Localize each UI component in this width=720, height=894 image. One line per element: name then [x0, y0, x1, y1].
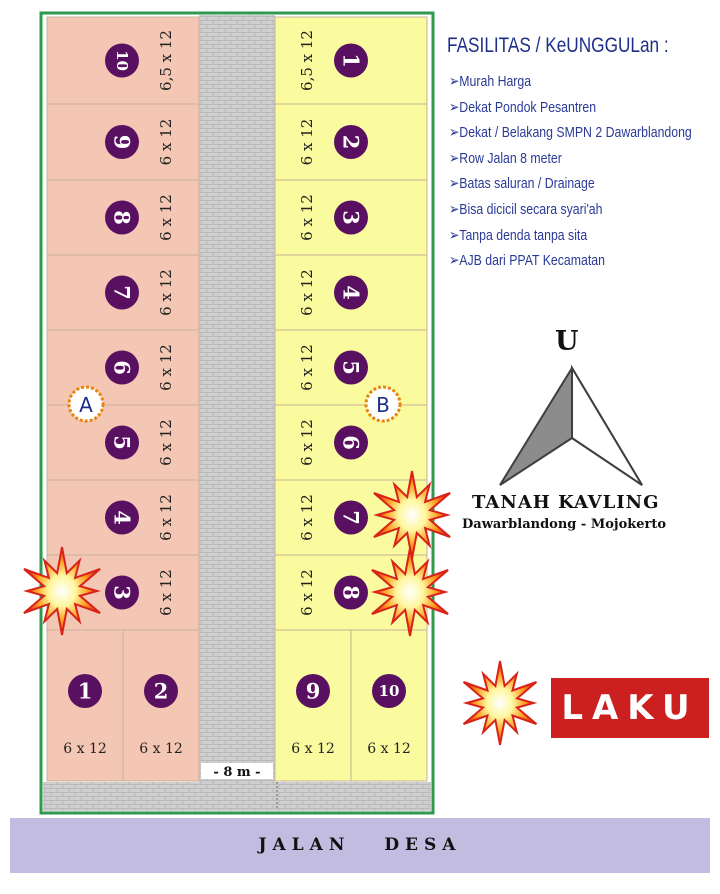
road-8m	[199, 15, 275, 811]
lot-marker-a-9	[105, 125, 139, 159]
lot-number: 7	[109, 285, 135, 300]
lot-size: 6 x 12	[157, 419, 175, 466]
lot-marker-a-8	[105, 201, 139, 235]
lot-marker-a-5	[105, 426, 139, 460]
facility-item: ➢Tanpa denda tanpa sita	[449, 226, 588, 244]
lot-size: 6 x 12	[298, 118, 316, 166]
lot-marker-a-6	[105, 351, 139, 385]
lot-marker-b-5	[334, 351, 368, 385]
lot-size: 6 x 12	[157, 494, 175, 541]
lot-number: 3	[338, 210, 364, 225]
lot-size: 6,5 x 12	[298, 30, 316, 91]
project-title: TANAH KAVLING	[472, 492, 660, 513]
village-road-label: JALAN DESA	[258, 835, 462, 855]
facility-item: ➢AJB dari PPAT Kecamatan	[449, 252, 605, 270]
lot-size: 6,5 x 12	[157, 30, 175, 91]
lot-size: 6 x 12	[157, 569, 175, 616]
road-width-label: - 8 m -	[213, 765, 261, 780]
block-a-marker	[69, 387, 103, 421]
facility-item: ➢Bisa dicicil secara syari'ah	[449, 200, 603, 218]
lot-size: 6 x 12	[298, 344, 316, 391]
lot-number: 1	[338, 53, 364, 68]
lot-marker-a-2	[144, 674, 178, 708]
lot-size: 6 x 12	[298, 269, 316, 316]
block-b-marker	[366, 387, 400, 421]
lot-size: 6 x 12	[298, 569, 316, 616]
lot-size: 6 x 12	[157, 269, 175, 316]
block-b-label: B	[376, 393, 390, 417]
lot-marker-a-7	[105, 276, 139, 310]
project-location: Dawarblandong - Mojokerto	[462, 517, 667, 532]
lot-marker-b-3	[334, 201, 368, 235]
lot-size: 6 x 12	[298, 419, 316, 466]
facility-item: ➢Row Jalan 8 meter	[449, 149, 562, 167]
lot-number: 10	[113, 50, 131, 71]
lot-number: 10	[378, 682, 400, 700]
lot-marker-b-1	[334, 44, 368, 78]
lot-number: 2	[338, 134, 364, 150]
lot-marker-a-4	[105, 501, 139, 535]
lot-number: 6	[109, 360, 135, 375]
facilities-list	[449, 69, 720, 274]
block-a-label: A	[79, 393, 93, 417]
lot-size: 6 x 12	[298, 494, 316, 541]
facility-item: ➢Batas saluran / Drainage	[449, 175, 595, 193]
lot-marker-a-1	[68, 674, 102, 708]
lot-marker-b-10	[372, 674, 406, 708]
lot-number: 8	[109, 210, 135, 225]
lot-number: 9	[109, 134, 135, 150]
lot-number: 6	[338, 435, 364, 450]
sold-burst-icon	[464, 661, 537, 745]
lot-size: 6 x 12	[157, 344, 175, 391]
lot-marker-b-6	[334, 426, 368, 460]
lot-size: 6 x 12	[63, 741, 107, 757]
facilities-title: FASILITAS / KeUNGGULan :	[447, 34, 669, 57]
lot-number: 1	[77, 678, 93, 704]
lot-number: 4	[109, 510, 135, 525]
village-road	[10, 818, 710, 873]
lot-number: 7	[338, 510, 364, 525]
lot-size: 6 x 12	[298, 194, 316, 241]
facility-item: ➢Dekat Pondok Pesantren	[449, 98, 597, 116]
lot-marker-b-9	[296, 674, 330, 708]
lot-marker-b-2	[334, 125, 368, 159]
lot-size: 6 x 12	[139, 741, 183, 757]
north-label: U	[555, 326, 579, 357]
facility-item: ➢Murah Harga	[449, 73, 532, 90]
lot-size: 6 x 12	[291, 741, 335, 757]
lot-number: 3	[109, 585, 135, 600]
sold-badge: LAKU	[551, 678, 709, 738]
facility-item: ➢Dekat / Belakang SMPN 2 Dawarblandong	[449, 124, 692, 142]
lot-size: 6 x 12	[367, 741, 411, 757]
lot-marker-b-4	[334, 276, 368, 310]
lot-marker-b-7	[334, 501, 368, 535]
lot-size: 6 x 12	[157, 118, 175, 166]
lot-number: 9	[305, 678, 321, 704]
lot-marker-a-10	[105, 44, 139, 78]
lot-number: 8	[338, 585, 364, 600]
lot-size: 6 x 12	[157, 194, 175, 241]
lot-number: 5	[109, 435, 135, 450]
north-arrow-icon	[500, 368, 642, 485]
lot-number: 5	[338, 360, 364, 375]
lot-marker-a-3	[105, 576, 139, 610]
lot-number: 4	[338, 285, 364, 300]
lot-marker-b-8	[334, 576, 368, 610]
road-bottom	[43, 782, 431, 811]
lot-number: 2	[153, 678, 169, 704]
